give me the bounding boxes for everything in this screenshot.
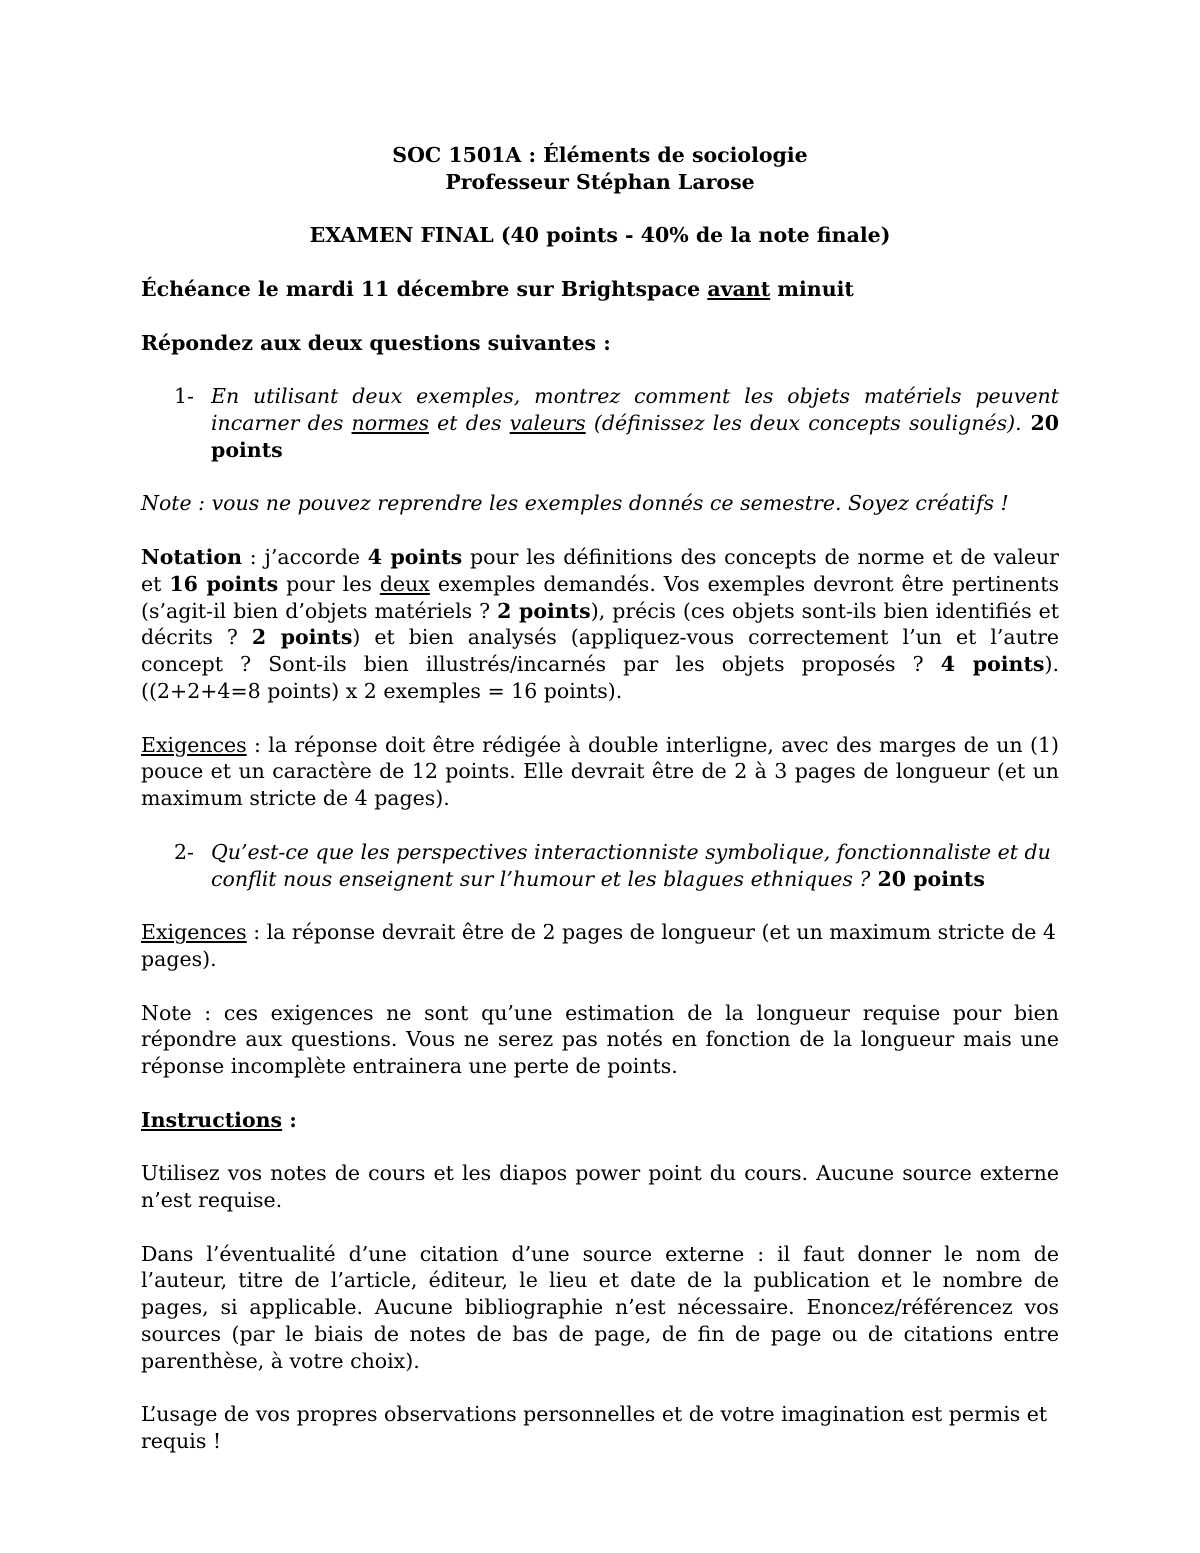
instructions-citations: Dans l’éventualité d’une citation d’une source externe : il faut donner le nom de l’auteur, titre de l’article, éditeur, le lieu et date de la publication et le nombre de pages, si applicable. Aucune bibliographie n’est nécessaire. Enoncez/référencez vos sources (par le biais de notes de bas de page, de fin de page ou de citations entre parenthèse, à votre choix). — [141, 1241, 1059, 1373]
note-creativity: Note : vous ne pouvez reprendre les exemples donnés ce semestre. Soyez créatifs ! — [141, 491, 1009, 516]
deadline — [141, 276, 1059, 303]
question-1-number: 1- — [174, 384, 194, 409]
instruction-heading: Répondez aux deux questions suivantes : — [141, 330, 611, 355]
question-2-points: 20 points — [870, 866, 985, 891]
instructions-imagination: L’usage de vos propres observations personnelles et de votre imagination est permis et requis ! — [141, 1402, 1048, 1454]
instructions-heading: Instructions : — [141, 1107, 297, 1132]
keyword-valeurs: valeurs — [509, 410, 586, 435]
instructions-notes: Utilisez vos notes de cours et les diapos power point du cours. Aucune source externe n’est requise. — [141, 1161, 1059, 1213]
requirements-2: Exigences : la réponse devrait être de 2 pages de longueur (et un maximum stricte de 4 pages). — [141, 920, 1056, 971]
notation-paragraph: Notation : j’accorde 4 points pour les définitions des concepts de norme et de valeur et 16 points pour les deux exemples demandés. Vos exemples devront être pertinents (s’agit-il bien d’objets matériels ? 2 points), précis (ces objets sont-ils bien identifiés et décrits ? 2 points) et bien analysés (appliquez-vous correctement l’un et l’autre concept ? Sont-ils bien illustrés/incarnés par les objets proposés ? 4 points). ((2+2+4=8 points) x 2 exemples = 16 points). — [141, 544, 1060, 703]
notation-label: Notation — [141, 544, 242, 569]
note-length: Note : ces exigences ne sont qu’une estimation de la longueur requise pour bien répondre aux questions. Vous ne serez pas notés en fonction de la longueur mais une réponse incomplète entrainera une perte de points. — [141, 1000, 1059, 1079]
question-2-number: 2- — [174, 839, 194, 864]
course-title: SOC 1501A : Éléments de sociologie — [392, 143, 808, 167]
question-1: 1- En utilisant deux exemples, montrez comment les objets matériels peuvent incarner des normes et des valeurs (définissez les deux concepts soulignés). 20 points — [174, 384, 1059, 462]
exam-document — [141, 142, 1059, 1455]
question-2: 2- Qu’est-ce que les perspectives interactionniste symbolique, fonctionnaliste et du conflit nous enseignent sur l’humour et les blagues ethniques ? 20 points — [174, 839, 1051, 891]
deadline-emphasis: avant — [707, 276, 771, 301]
requirements-label: Exigences — [141, 920, 247, 945]
requirements-1: Exigences : la réponse doit être rédigée à double interligne, avec des marges de un (1) pouce et un caractère de 12 points. Elle devrait être de 2 à 3 pages de longueur (et un maximum stricte de 4 pages). — [141, 732, 1059, 811]
deadline-text-end: minuit — [770, 276, 854, 301]
deadline-text: Échéance le mardi 11 décembre sur Brightspace — [141, 276, 708, 301]
exam-title: EXAMEN FINAL (40 points - 40% de la note finale) — [309, 223, 891, 248]
professor-name: Professeur Stéphan Larose — [445, 169, 755, 194]
requirements-label: Exigences — [141, 732, 247, 757]
keyword-normes: normes — [351, 410, 429, 435]
question-1-points: 20 points — [211, 410, 1059, 462]
